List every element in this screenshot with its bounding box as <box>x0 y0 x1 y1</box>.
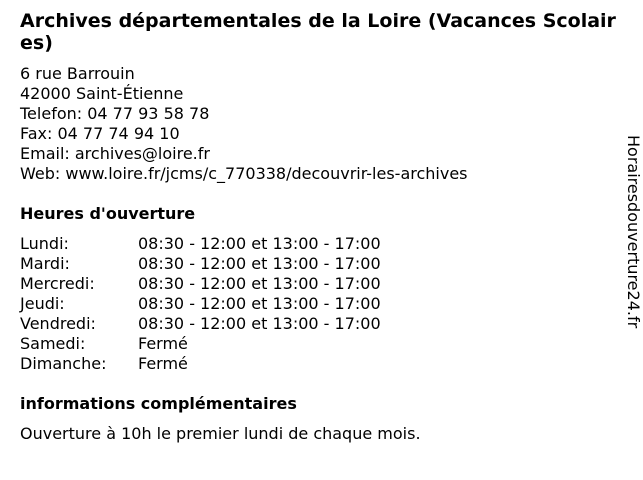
site-watermark: Horairesdouverture24.fr <box>624 135 643 329</box>
email-address: Email: archives@loire.fr <box>20 144 210 163</box>
opening-time: 08:30 - 12:00 et 13:00 - 17:00 <box>138 314 381 333</box>
website-url: Web: www.loire.fr/jcms/c_770338/decouvrir-les-archives <box>20 164 468 183</box>
fax-number: Fax: 04 77 74 94 10 <box>20 124 180 143</box>
opening-time: Fermé <box>138 334 188 353</box>
address-street: 6 rue Barrouin <box>20 64 135 83</box>
opening-time: 08:30 - 12:00 et 13:00 - 17:00 <box>138 274 381 293</box>
info-heading: informations complémentaires <box>20 394 297 413</box>
page-title: Archives départementales de la Loire (Vacances Scolaires) <box>20 10 616 54</box>
opening-time: 08:30 - 12:00 et 13:00 - 17:00 <box>138 254 381 273</box>
info-text: Ouverture à 10h le premier lundi de chaque mois. <box>20 424 421 443</box>
phone-number: Telefon: 04 77 93 58 78 <box>20 104 210 123</box>
day-label: Samedi: <box>20 334 86 353</box>
day-label: Vendredi: <box>20 314 96 333</box>
day-label: Jeudi: <box>20 294 65 313</box>
hours-heading: Heures d'ouverture <box>20 204 196 223</box>
day-label: Lundi: <box>20 234 69 253</box>
opening-time: 08:30 - 12:00 et 13:00 - 17:00 <box>138 234 381 253</box>
address-city: 42000 Saint-Étienne <box>20 84 184 103</box>
opening-time: 08:30 - 12:00 et 13:00 - 17:00 <box>138 294 381 313</box>
day-label: Mercredi: <box>20 274 95 293</box>
day-label: Mardi: <box>20 254 70 273</box>
opening-time: Fermé <box>138 354 188 373</box>
address-block <box>20 64 468 184</box>
day-label: Dimanche: <box>20 354 107 373</box>
